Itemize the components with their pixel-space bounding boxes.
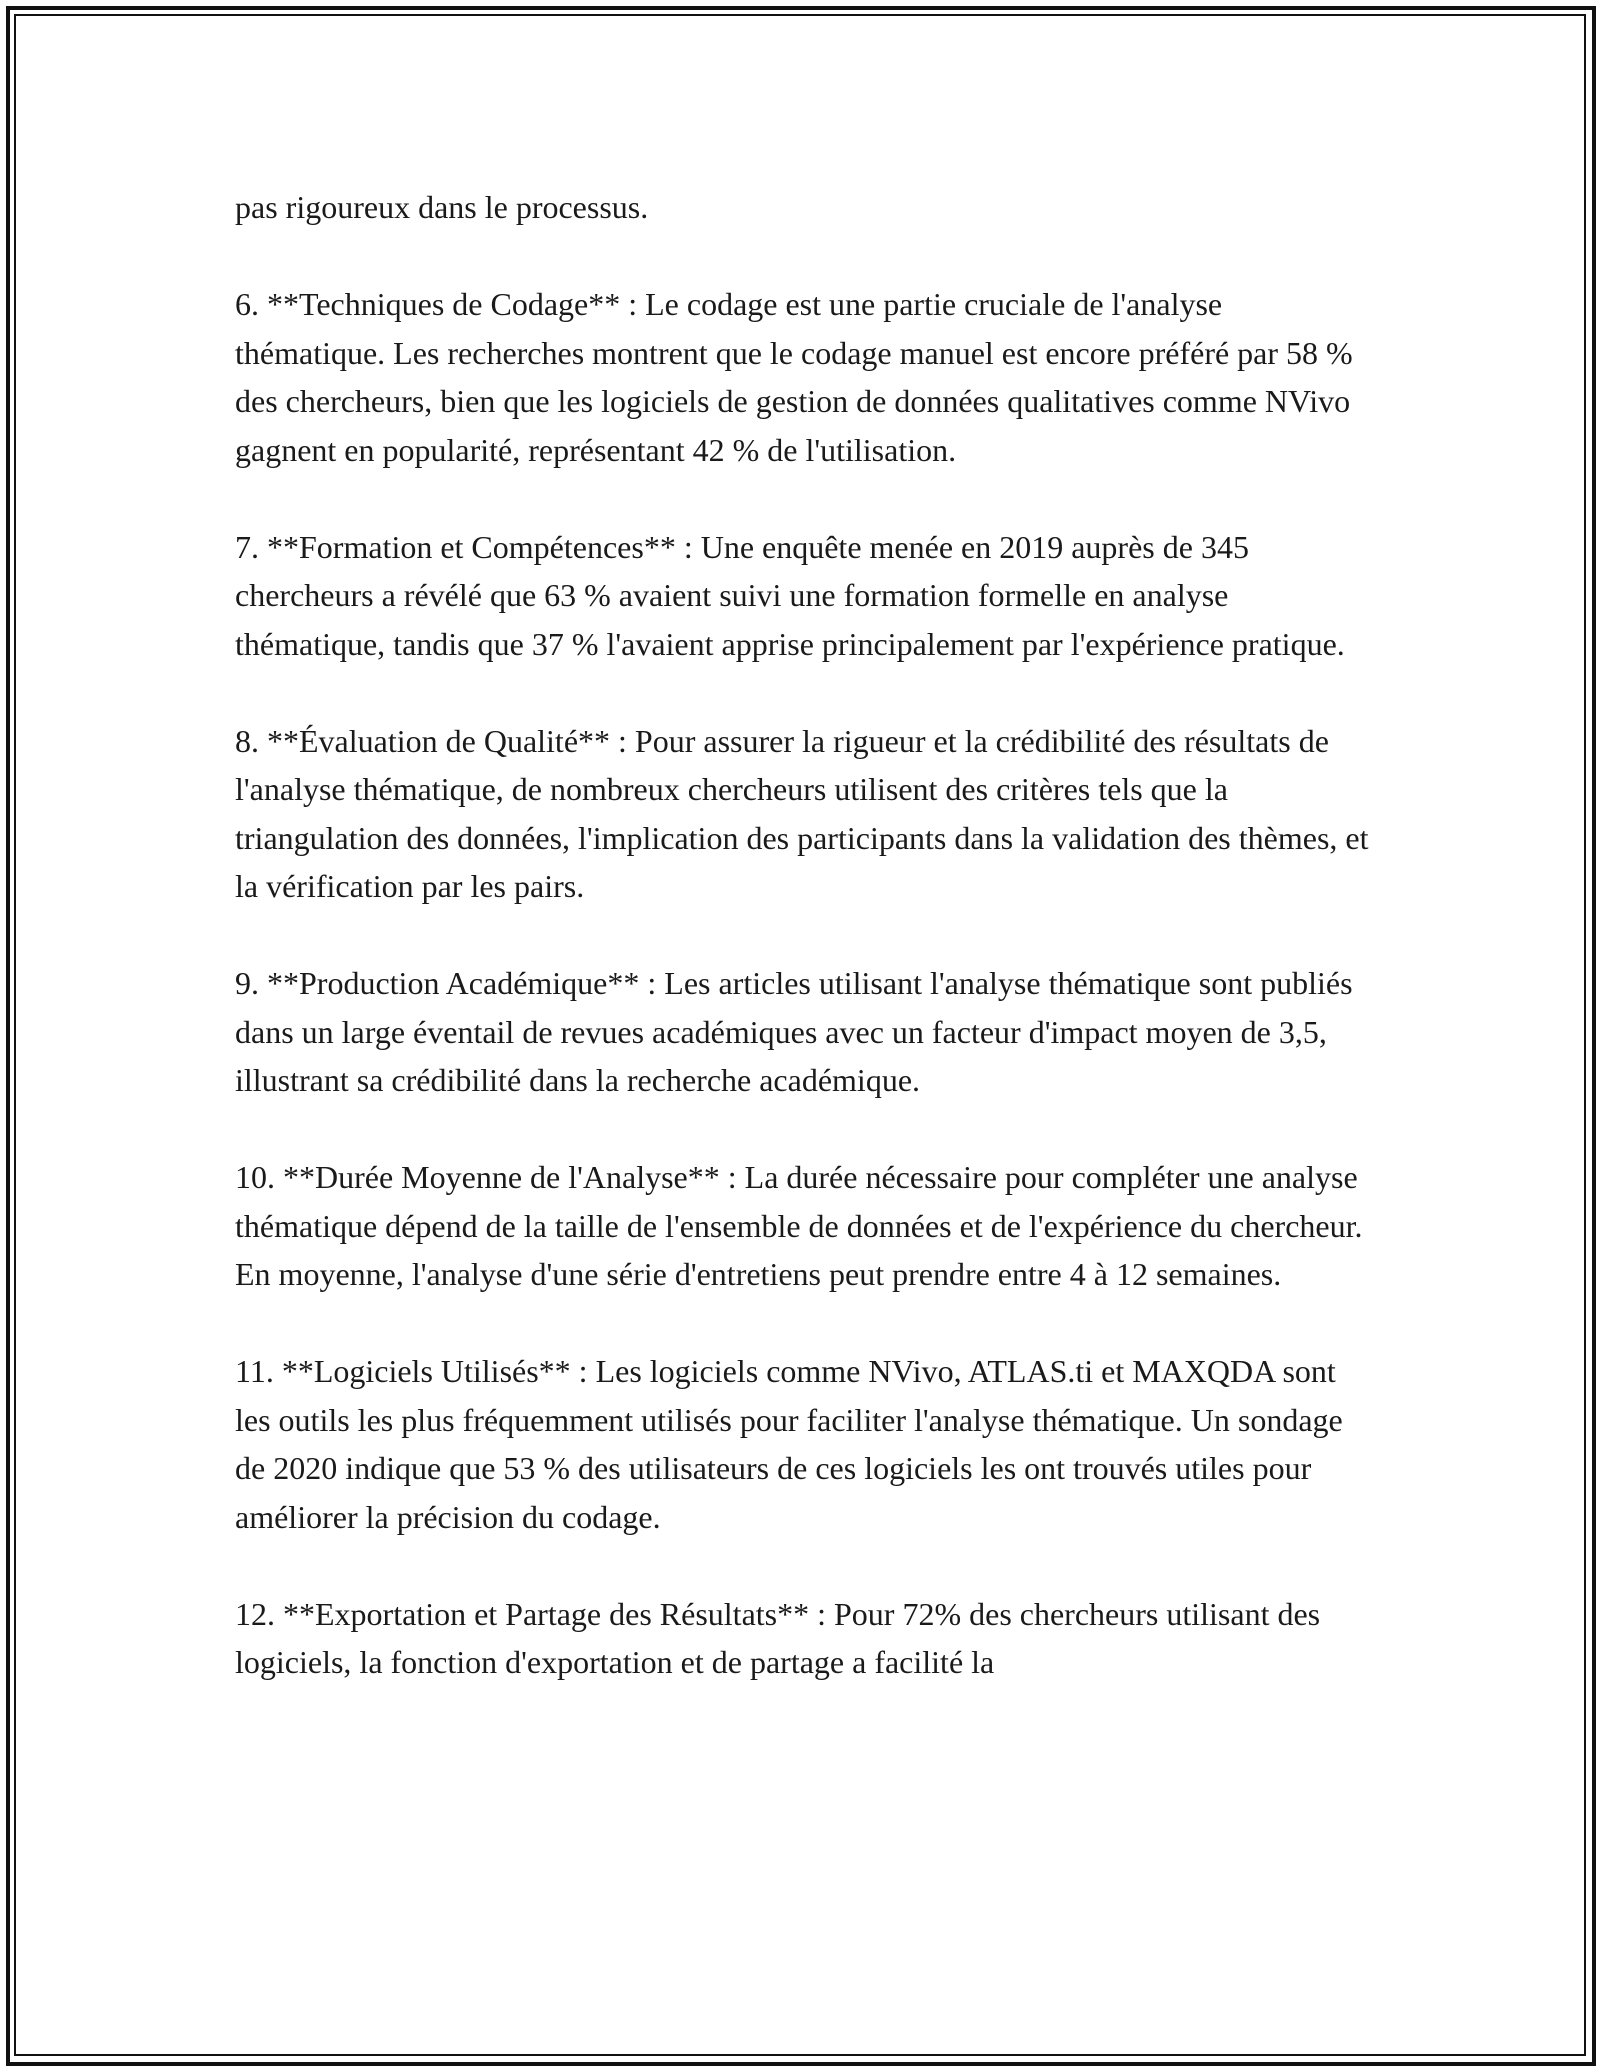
document-body bbox=[235, 183, 1375, 1735]
paragraph-item-9: 9. **Production Académique** : Les articles utilisant l'analyse thématique sont publiés dans un large éventail de revues académiques avec un facteur d'impact moyen de 3,5, illustrant sa crédibilité dans la recherche académique. bbox=[235, 965, 1353, 1098]
paragraph-item-8: 8. **Évaluation de Qualité** : Pour assurer la rigueur et la crédibilité des résultats de l'analyse thématique, de nombreux chercheurs utilisent des critères tels que la triangulation des données, l'implication des participants dans la validation des thèmes, et la vérification par les pairs. bbox=[235, 722, 1369, 904]
paragraph-item-12: 12. **Exportation et Partage des Résultats** : Pour 72% des chercheurs utilisant des logiciels, la fonction d'exportation et de partage a facilité la bbox=[235, 1595, 1321, 1680]
paragraph-item-11: 11. **Logiciels Utilisés** : Les logiciels comme NVivo, ATLAS.ti et MAXQDA sont les outils les plus fréquemment utilisés pour faciliter l'analyse thématique. Un sondage de 2020 indique que 53 % des utilisateurs de ces logiciels les ont trouvés utiles pour améliorer la précision du codage. bbox=[235, 1353, 1343, 1535]
paragraph-item-6: 6. **Techniques de Codage** : Le codage est une partie cruciale de l'analyse thématique. Les recherches montrent que le codage manuel est encore préféré par 58 % des chercheurs, bien que les logiciels de gestion de données qualitatives comme NVivo gagnent en popularité, représentant 42 % de l'utilisation. bbox=[235, 286, 1353, 468]
paragraph-continuation: pas rigoureux dans le processus. bbox=[235, 189, 649, 225]
paragraph-item-10: 10. **Durée Moyenne de l'Analyse** : La durée nécessaire pour compléter une analyse thématique dépend de la taille de l'ensemble de données et de l'expérience du chercheur. En moyenne, l'analyse d'une série d'entretiens peut prendre entre 4 à 12 semaines. bbox=[235, 1159, 1363, 1292]
paragraph-item-7: 7. **Formation et Compétences** : Une enquête menée en 2019 auprès de 345 chercheurs a révélé que 63 % avaient suivi une formation formelle en analyse thématique, tandis que 37 % l'avaient apprise principalement par l'expérience pratique. bbox=[235, 528, 1345, 662]
